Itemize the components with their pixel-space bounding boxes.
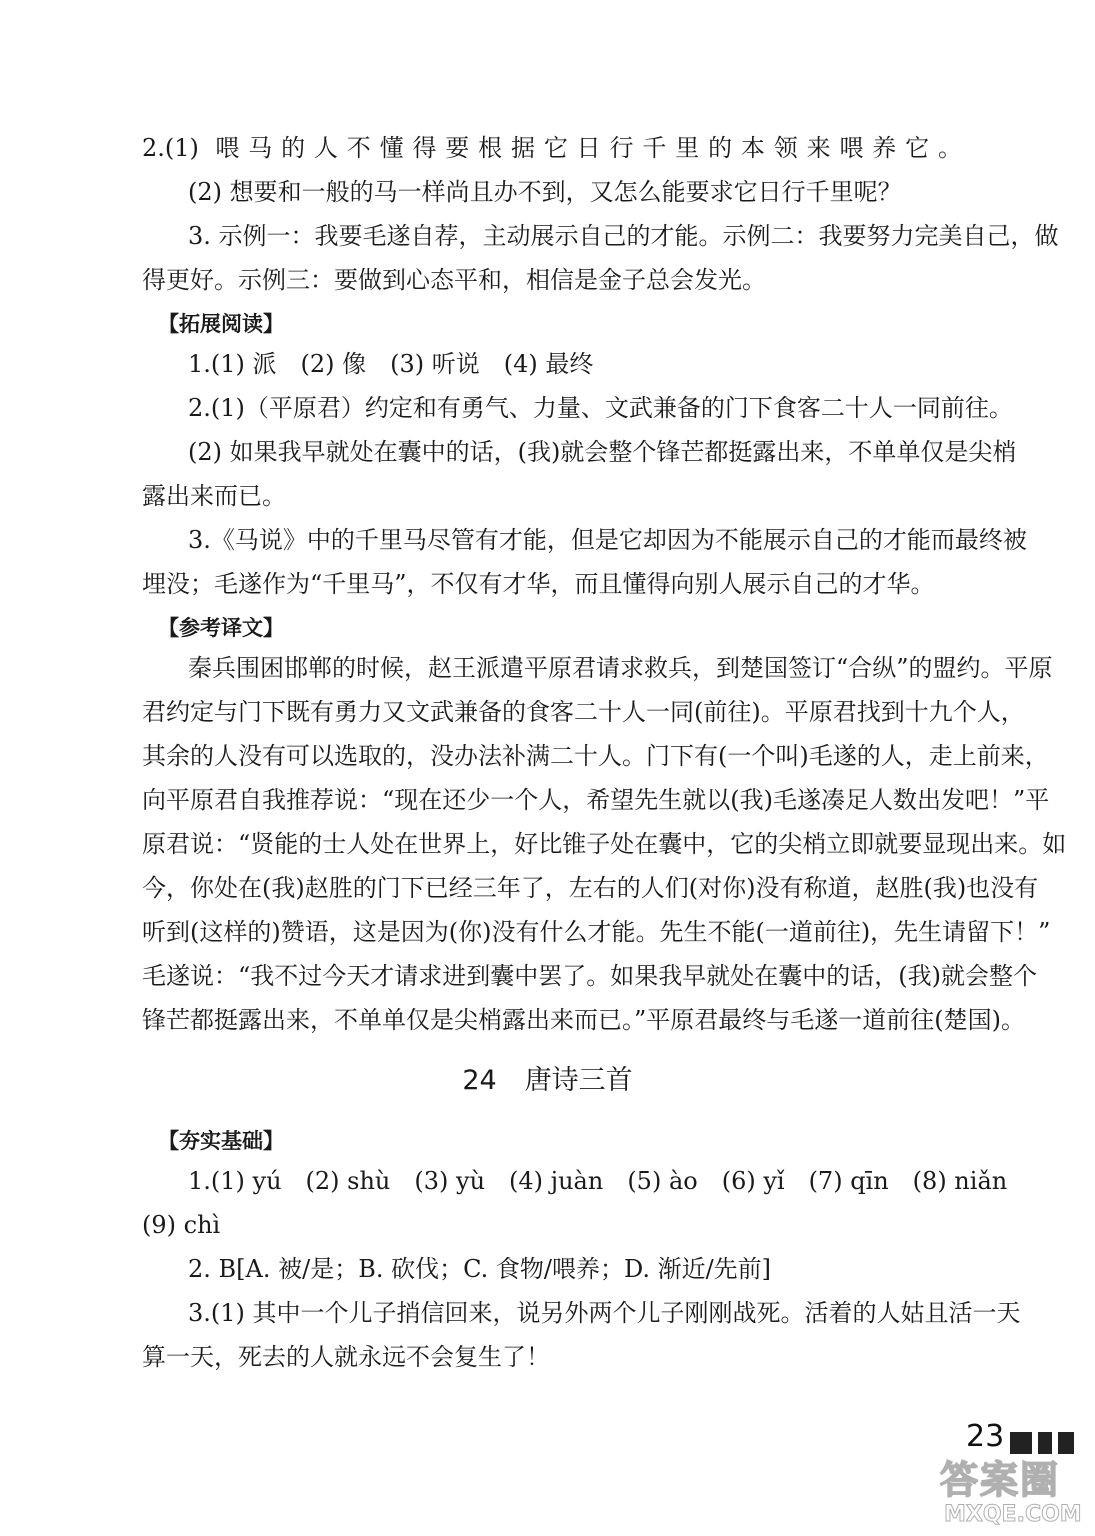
basics-answer-3-line-2: 算一天，死去的人就永远不会复生了！: [142, 1343, 550, 1371]
watermark-logo: 答案圈: [940, 1458, 1061, 1502]
answer-2-2: (2) 想要和一般的马一样尚且办不到，又怎么能要求它日行千里呢？: [188, 178, 902, 206]
translation-line: 听到(这样的)赞语，这是因为(你)没有什么才能。先生不能(一道前往)，先生请留下！”: [142, 918, 1051, 946]
translation-line: 原君说：“贤能的士人处在世界上，好比锥子处在囊中，它的尖梢立即就要显现出来。如: [142, 830, 1067, 858]
translation-heading: 【参考译文】: [158, 616, 284, 640]
watermark: [930, 1458, 1090, 1530]
answer-2-1: 2.(1) 喂马的人不懂得要根据它日行千里的本领来喂养它。: [142, 134, 962, 162]
translation-line: 今，你处在(我)赵胜的门下已经三年了，左右的人们(对你)没有称道，赵胜(我)也没有: [142, 874, 1039, 902]
basics-answer-3-line-1: 3.(1) 其中一个儿子捎信回来，说另外两个儿子刚刚战死。活着的人姑且活一天: [188, 1299, 1021, 1327]
section-title: [0, 1064, 1095, 1098]
translation-line: 秦兵围困邯郸的时候，赵王派遣平原君请求救兵，到楚国签订“合纵”的盟约。平原: [188, 654, 1053, 682]
answer-3-line-2: 得更好。示例三：要做到心态平和，相信是金子总会发光。: [142, 266, 766, 294]
ext-answer-1: 1.(1) 派 (2) 像 (3) 听说 (4) 最终: [188, 350, 594, 378]
section-number: 24: [462, 1065, 497, 1096]
watermark-url: MXQE.COM: [944, 1502, 1082, 1527]
translation-line: 毛遂说：“我不过今天才请求进到囊中罢了。如果我早就处在囊中的话，(我)就会整个: [142, 962, 1037, 990]
answer-3-line-1: 3. 示例一：我要毛遂自荐，主动展示自己的才能。示例二：我要努力完美自己，做: [188, 222, 1059, 250]
basics-heading: 【夯实基础】: [158, 1129, 284, 1153]
ext-answer-2-2-line-2: 露出来而已。: [142, 482, 286, 510]
translation-line: 向平原君自我推荐说：“现在还少一个人，希望先生就以(我)毛遂凑足人数出发吧！”平: [142, 786, 1050, 814]
corner-decoration: [1010, 1432, 1074, 1454]
translation-line: 其余的人没有可以选取的，没办法补满二十人。门下有(一个叫)毛遂的人，走上前来，: [142, 742, 1049, 770]
ext-answer-2-2-line-1: (2) 如果我早就处在囊中的话，(我)就会整个锋芒都挺露出来，不单单仅是尖梢: [188, 438, 1017, 466]
translation-line: 君约定与门下既有勇力又文武兼备的食客二十人一同(前往)。平原君找到十九个人，: [142, 698, 1025, 726]
ext-answer-2-1: 2.(1)（平原君）约定和有勇气、力量、文武兼备的门下食客二十人一同前往。: [188, 394, 1013, 422]
basics-answer-1-line-1: 1.(1) yú (2) shù (3) yù (4) juàn (5) ào (6) yǐ (7) qīn (8) niǎn: [188, 1167, 1008, 1195]
ext-answer-3-line-1: 3.《马说》中的千里马尽管有才能，但是它却因为不能展示自己的才能而最终被: [188, 526, 1027, 554]
basics-answer-1-line-2: (9) chì: [142, 1211, 221, 1239]
basics-answer-2: 2. B[A. 被/是；B. 砍伐；C. 食物/喂养；D. 渐近/先前]: [188, 1255, 772, 1283]
extended-reading-heading: 【拓展阅读】: [158, 312, 284, 336]
translation-line: 锋芒都挺露出来，不单单仅是尖梢露出来而已。”平原君最终与毛遂一道前往(楚国)。: [142, 1006, 1025, 1034]
ext-answer-3-line-2: 埋没；毛遂作为“千里马”，不仅有才华，而且懂得向别人展示自己的才华。: [142, 570, 935, 598]
page-number: 23: [966, 1419, 1005, 1454]
section-title-text: 唐诗三首: [524, 1065, 633, 1096]
